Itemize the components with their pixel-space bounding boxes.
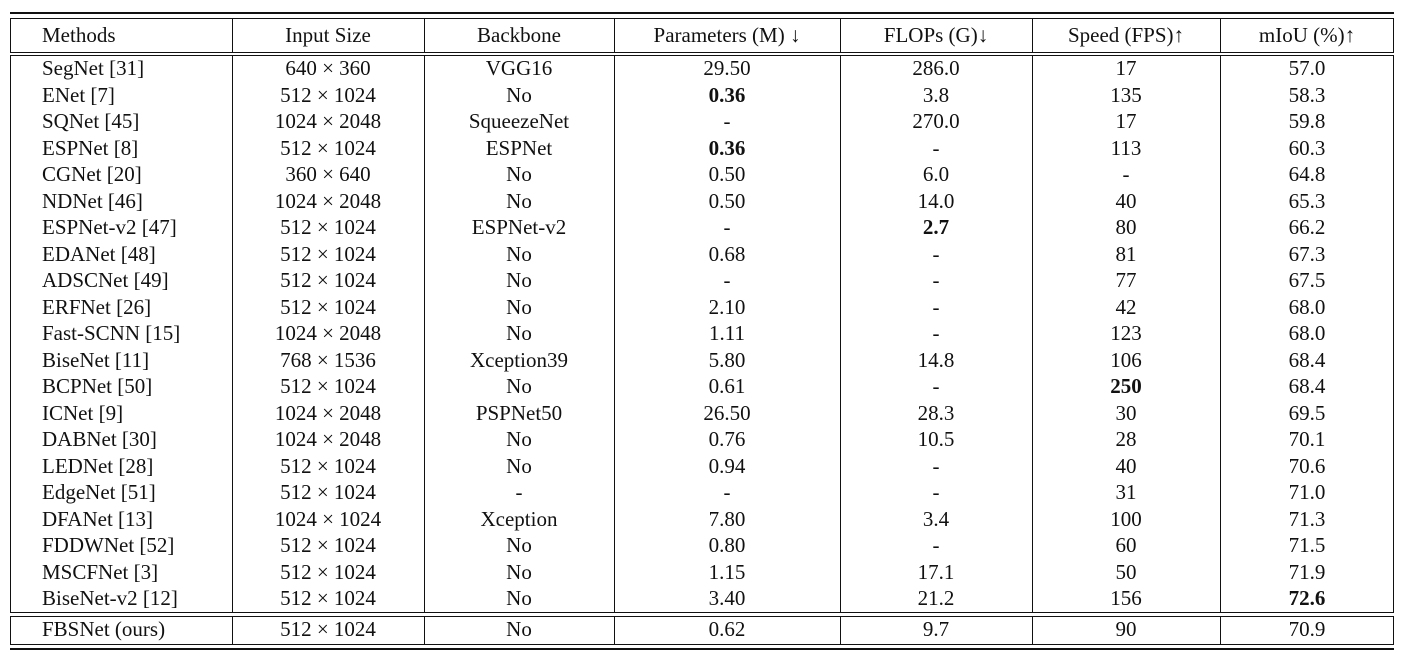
cell-parameters: 1.15 xyxy=(708,559,746,584)
cell-flops: 2.7 xyxy=(922,215,950,239)
cell-miou: 68.0 xyxy=(1288,294,1326,319)
cell-method: MSCFNet [3] xyxy=(42,559,159,584)
cell-method: CGNet [20] xyxy=(42,162,142,186)
cell-flops: - xyxy=(932,374,940,398)
table-row xyxy=(10,400,1394,427)
cell-speed: 81 xyxy=(1115,241,1137,266)
cell-parameters: 0.50 xyxy=(708,188,746,213)
cell-input-size: 512 × 1024 xyxy=(280,374,376,398)
table-row xyxy=(10,294,1394,321)
cell-input-size: 360 × 640 xyxy=(285,162,371,186)
table-row xyxy=(10,82,1394,109)
cell-parameters: - xyxy=(723,268,731,292)
cell-method: ESPNet-v2 [47] xyxy=(42,215,177,239)
cell-flops: - xyxy=(932,533,940,557)
cell-input-size: 512 × 1024 xyxy=(280,82,376,107)
cell-input-size: 640 × 360 xyxy=(285,56,371,80)
cell-speed: 28 xyxy=(1115,427,1137,451)
cell-method: Methods xyxy=(42,23,116,47)
cell-backbone: No xyxy=(506,586,532,610)
cell-parameters: 26.50 xyxy=(703,400,751,425)
cell-method: ICNet [9] xyxy=(42,400,124,425)
cell-speed: 40 xyxy=(1115,453,1137,478)
cell-miou: 68.4 xyxy=(1288,347,1326,372)
cell-input-size: 512 × 1024 xyxy=(280,294,376,319)
table-row xyxy=(10,585,1394,612)
cell-backbone: No xyxy=(506,294,532,319)
cell-miou: 69.5 xyxy=(1288,400,1326,425)
cell-flops: 28.3 xyxy=(917,400,955,425)
cell-flops: - xyxy=(932,241,940,266)
cell-backbone: No xyxy=(506,616,532,641)
table-row xyxy=(10,347,1394,374)
cell-backbone: No xyxy=(506,453,532,478)
table-row xyxy=(10,214,1394,241)
cell-speed: 17 xyxy=(1115,109,1137,133)
cell-speed: 113 xyxy=(1110,135,1142,160)
cell-method: BiseNet [11] xyxy=(42,347,150,372)
cell-speed: 250 xyxy=(1110,374,1142,398)
cell-miou: 66.2 xyxy=(1288,215,1326,239)
cell-backbone: No xyxy=(506,427,532,451)
cell-parameters: 0.94 xyxy=(708,453,746,478)
cell-speed: 135 xyxy=(1110,82,1142,107)
bottom-rule xyxy=(10,648,1394,650)
cell-flops: - xyxy=(932,480,940,504)
cell-miou: mIoU (%)↑ xyxy=(1258,23,1356,47)
cell-flops: 9.7 xyxy=(922,616,950,641)
cell-backbone: No xyxy=(506,533,532,557)
cell-input-size: 512 × 1024 xyxy=(280,559,376,584)
cell-backbone: - xyxy=(515,480,523,504)
cell-input-size: 512 × 1024 xyxy=(280,241,376,266)
table-row xyxy=(10,373,1394,400)
cell-flops: 3.8 xyxy=(922,82,950,107)
cell-parameters: 1.11 xyxy=(709,321,745,345)
cell-backbone: No xyxy=(506,559,532,584)
bottom-rule-inner xyxy=(10,644,1394,645)
cell-backbone: No xyxy=(506,162,532,186)
cell-parameters: 7.80 xyxy=(708,506,746,531)
cell-miou: 71.3 xyxy=(1288,506,1326,531)
cell-input-size: 512 × 1024 xyxy=(280,616,376,641)
cell-input-size: 512 × 1024 xyxy=(280,135,376,160)
cell-method: DABNet [30] xyxy=(42,427,157,451)
cell-parameters: 0.68 xyxy=(708,241,746,266)
cell-parameters: 0.62 xyxy=(708,616,746,641)
cell-method: EDANet [48] xyxy=(42,241,156,266)
cell-flops: 14.8 xyxy=(917,347,955,372)
cell-backbone: PSPNet50 xyxy=(475,400,563,425)
header-row xyxy=(10,18,1394,52)
cell-miou: 60.3 xyxy=(1288,135,1326,160)
cell-input-size: 512 × 1024 xyxy=(280,215,376,239)
table-row xyxy=(10,267,1394,294)
cell-input-size: 512 × 1024 xyxy=(280,268,376,292)
cell-method: SQNet [45] xyxy=(42,109,140,133)
cell-input-size: 512 × 1024 xyxy=(280,586,376,610)
cell-speed: 31 xyxy=(1115,480,1137,504)
cell-flops: 286.0 xyxy=(912,56,960,80)
cell-method: DFANet [13] xyxy=(42,506,154,531)
cell-miou: 70.9 xyxy=(1288,616,1326,641)
cell-flops: 3.4 xyxy=(922,506,950,531)
top-rule xyxy=(10,12,1394,14)
cell-backbone: VGG16 xyxy=(485,56,553,80)
cell-speed: 50 xyxy=(1115,559,1137,584)
table-row xyxy=(10,532,1394,559)
cell-miou: 68.4 xyxy=(1288,374,1326,398)
cell-method: FDDWNet [52] xyxy=(42,533,175,557)
cell-backbone: No xyxy=(506,321,532,345)
table-row xyxy=(10,426,1394,453)
table-row xyxy=(10,188,1394,215)
cell-parameters: 5.80 xyxy=(708,347,746,372)
cell-speed: 106 xyxy=(1110,347,1142,372)
cell-miou: 57.0 xyxy=(1288,56,1326,80)
cell-backbone: No xyxy=(506,374,532,398)
cell-parameters: 3.40 xyxy=(708,586,746,610)
cell-method: Fast-SCNN [15] xyxy=(42,321,181,345)
table-row xyxy=(10,453,1394,480)
cell-flops: 6.0 xyxy=(922,162,950,186)
cell-input-size: 1024 × 2048 xyxy=(274,400,382,425)
cell-speed: 40 xyxy=(1115,188,1137,213)
cell-speed: 123 xyxy=(1110,321,1142,345)
cell-backbone: Backbone xyxy=(477,23,561,47)
cell-flops: 10.5 xyxy=(917,427,955,451)
cell-miou: 58.3 xyxy=(1288,82,1326,107)
cell-method: LEDNet [28] xyxy=(42,453,154,478)
cell-backbone: No xyxy=(506,268,532,292)
cell-parameters: 0.76 xyxy=(708,427,746,451)
body-bottom-rule xyxy=(10,612,1394,613)
cell-backbone: No xyxy=(506,82,532,107)
cell-method: ESPNet [8] xyxy=(42,135,139,160)
table-row xyxy=(10,135,1394,162)
cell-backbone: No xyxy=(506,241,532,266)
cell-method: NDNet [46] xyxy=(42,188,143,213)
cell-input-size: 512 × 1024 xyxy=(280,480,376,504)
cell-speed: 90 xyxy=(1115,616,1137,641)
cell-miou: 71.0 xyxy=(1288,480,1326,504)
cell-input-size: 1024 × 1024 xyxy=(274,506,382,531)
cell-flops: - xyxy=(932,453,940,478)
cell-speed: 17 xyxy=(1115,56,1137,80)
cell-speed: 60 xyxy=(1115,533,1137,557)
cell-flops: - xyxy=(932,268,940,292)
cell-input-size: 512 × 1024 xyxy=(280,453,376,478)
cell-backbone: Xception xyxy=(480,506,558,531)
cell-backbone: ESPNet xyxy=(485,135,553,160)
cell-speed: 77 xyxy=(1115,268,1137,292)
cell-method: BCPNet [50] xyxy=(42,374,153,398)
cell-miou: 72.6 xyxy=(1288,586,1326,610)
cell-method: SegNet [31] xyxy=(42,56,145,80)
table-row xyxy=(10,506,1394,533)
cell-flops: 17.1 xyxy=(917,559,955,584)
table-row xyxy=(10,241,1394,268)
cell-input-size: 1024 × 2048 xyxy=(274,427,382,451)
cell-miou: 59.8 xyxy=(1288,109,1326,133)
cell-flops: 14.0 xyxy=(917,188,955,213)
table-row xyxy=(10,108,1394,135)
cell-method: BiseNet-v2 [12] xyxy=(42,586,178,610)
cell-backbone: No xyxy=(506,188,532,213)
cell-speed: 30 xyxy=(1115,400,1137,425)
cell-parameters: 0.50 xyxy=(708,162,746,186)
cell-method: ENet [7] xyxy=(42,82,115,107)
cell-flops: - xyxy=(932,321,940,345)
cell-parameters: 2.10 xyxy=(708,294,746,319)
cell-method: ERFNet [26] xyxy=(42,294,152,319)
cell-parameters: 29.50 xyxy=(703,56,751,80)
cell-parameters: 0.80 xyxy=(708,533,746,557)
cell-parameters: - xyxy=(723,109,731,133)
cell-miou: 70.6 xyxy=(1288,453,1326,478)
table-row xyxy=(10,161,1394,188)
cell-speed: Speed (FPS)↑ xyxy=(1067,23,1185,47)
cell-input-size: 1024 × 2048 xyxy=(274,109,382,133)
cell-backbone: Xception39 xyxy=(470,347,568,372)
cell-parameters: - xyxy=(723,215,731,239)
table-row xyxy=(10,479,1394,506)
cell-speed: 80 xyxy=(1115,215,1137,239)
cell-parameters: 0.61 xyxy=(708,374,746,398)
cell-speed: 156 xyxy=(1110,586,1142,610)
cell-parameters: Parameters (M) ↓ xyxy=(653,23,801,47)
comparison-table xyxy=(10,12,1394,652)
cell-parameters: - xyxy=(723,480,731,504)
cell-miou: 70.1 xyxy=(1288,427,1326,451)
cell-input-size: 768 × 1536 xyxy=(280,347,376,372)
cell-input-size: 1024 × 2048 xyxy=(274,321,382,345)
cell-flops: FLOPs (G)↓ xyxy=(883,23,989,47)
cell-backbone: ESPNet-v2 xyxy=(471,215,567,239)
cell-miou: 68.0 xyxy=(1288,321,1326,345)
cell-input-size: 1024 × 2048 xyxy=(274,188,382,213)
cell-backbone: SqueezeNet xyxy=(468,109,570,133)
cell-miou: 67.5 xyxy=(1288,268,1326,292)
header-rule xyxy=(10,52,1394,53)
cell-speed: 100 xyxy=(1110,506,1142,531)
cell-parameters: 0.36 xyxy=(708,82,746,107)
cell-parameters: 0.36 xyxy=(708,135,746,160)
cell-miou: 64.8 xyxy=(1288,162,1326,186)
cell-flops: 270.0 xyxy=(912,109,960,133)
table-row xyxy=(10,55,1394,82)
cell-miou: 71.9 xyxy=(1288,559,1326,584)
cell-speed: 42 xyxy=(1115,294,1137,319)
cell-method: ADSCNet [49] xyxy=(42,268,169,292)
cell-speed: - xyxy=(1122,162,1130,186)
footer-row xyxy=(10,616,1394,644)
cell-input-size: 512 × 1024 xyxy=(280,533,376,557)
cell-method: EdgeNet [51] xyxy=(42,480,156,504)
cell-input-size: Input Size xyxy=(285,23,371,47)
cell-miou: 67.3 xyxy=(1288,241,1326,266)
cell-flops: - xyxy=(932,135,940,160)
table-row xyxy=(10,320,1394,347)
cell-flops: - xyxy=(932,294,940,319)
cell-miou: 65.3 xyxy=(1288,188,1326,213)
cell-flops: 21.2 xyxy=(917,586,955,610)
cell-miou: 71.5 xyxy=(1288,533,1326,557)
cell-method: FBSNet (ours) xyxy=(42,616,166,641)
table-row xyxy=(10,559,1394,586)
